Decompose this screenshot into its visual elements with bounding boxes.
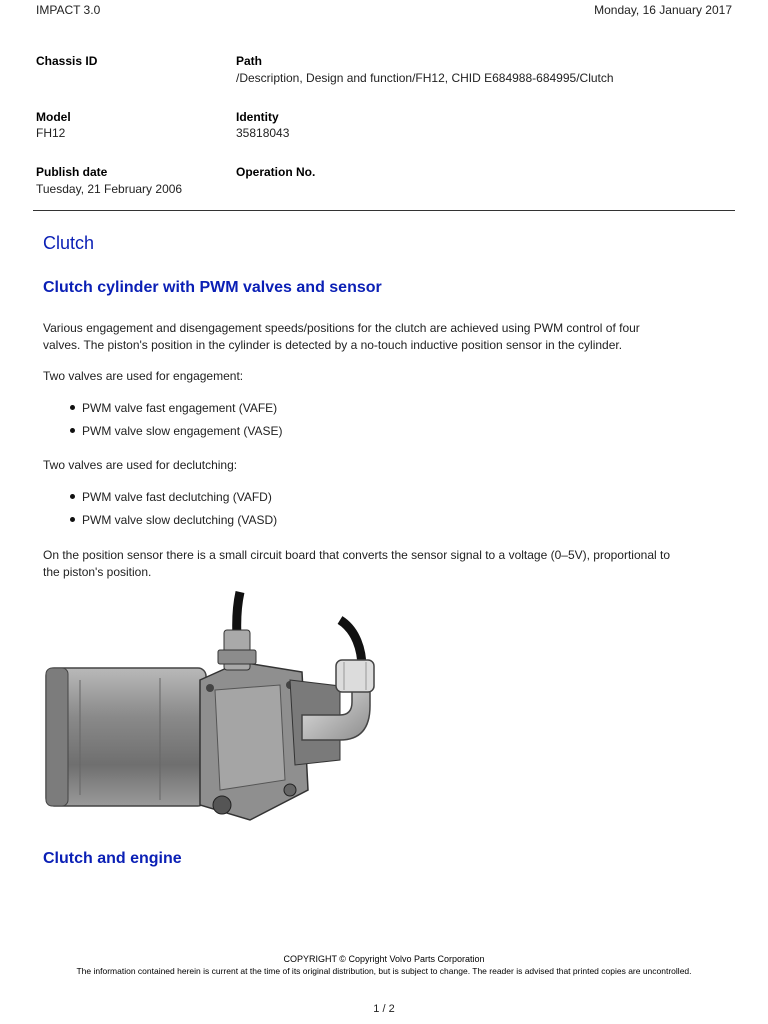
identity-label: Identity	[236, 110, 279, 124]
header-divider	[33, 210, 735, 211]
model-value: FH12	[36, 126, 66, 140]
bullet-dot	[70, 405, 75, 410]
path-label: Path	[236, 54, 263, 68]
list-item-vasd: PWM valve slow declutching (VASD)	[82, 513, 278, 527]
page-title: Clutch	[43, 233, 95, 253]
page-number: 1 / 2	[373, 1003, 395, 1015]
declutch-intro: Two valves are used for declutching:	[43, 458, 238, 472]
identity-value: 35818043	[236, 126, 290, 140]
sensor-line-2: the piston's position.	[43, 565, 152, 579]
sensor-paragraph	[43, 547, 733, 581]
engagement-intro: Two valves are used for engagement:	[43, 369, 244, 383]
intro-line-2: valves. The piston's position in the cylinder is detected by a no-touch inductive position sensor in the cylinder.	[43, 338, 623, 352]
path-value: /Description, Design and function/FH12, CHID E684988-684995/Clutch	[236, 71, 614, 85]
bullet-dot	[70, 494, 75, 499]
list-item-vase: PWM valve slow engagement (VASE)	[82, 424, 283, 438]
chassis-id-label: Chassis ID	[36, 54, 98, 68]
intro-line-1: Various engagement and disengagement speeds/positions for the clutch are achieved using PWM control of four	[43, 321, 640, 335]
app-name: IMPACT 3.0	[36, 3, 101, 17]
section-heading-clutch-cylinder: Clutch cylinder with PWM valves and sensor	[43, 279, 382, 296]
list-item-vafd: PWM valve fast declutching (VAFD)	[82, 490, 272, 504]
sensor-line-1: On the position sensor there is a small circuit board that converts the sensor signal to a voltage (0–5V), proportional to	[43, 548, 670, 562]
bullet-dot	[70, 517, 75, 522]
publish-date-value: Tuesday, 21 February 2006	[36, 182, 183, 196]
intro-paragraph	[43, 320, 733, 354]
print-date: Monday, 16 January 2017	[594, 3, 732, 17]
clutch-cylinder-illustration	[40, 590, 380, 830]
section-heading-clutch-engine: Clutch and engine	[43, 850, 182, 867]
operation-no-label: Operation No.	[236, 165, 316, 179]
model-label: Model	[36, 110, 71, 124]
copyright-notice: COPYRIGHT © Copyright Volvo Parts Corporation	[283, 954, 485, 964]
publish-date-label: Publish date	[36, 165, 108, 179]
disclaimer: The information contained herein is current at the time of its original distribution, but is subject to change. The reader is advised that printed copies are uncontrolled.	[76, 966, 692, 976]
list-item-vafe: PWM valve fast engagement (VAFE)	[82, 401, 278, 415]
bullet-dot	[70, 428, 75, 433]
